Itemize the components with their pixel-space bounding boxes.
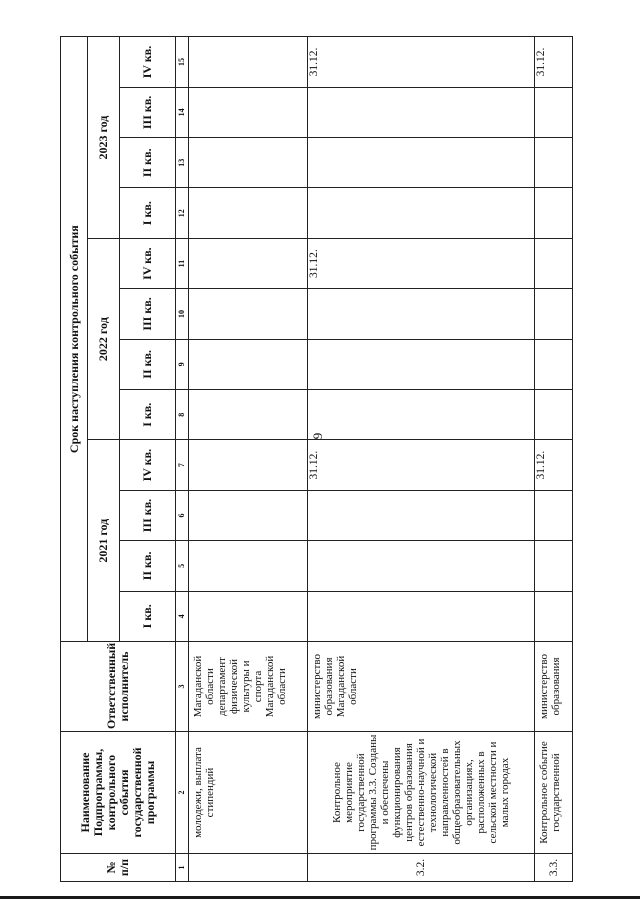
column-number: 13 xyxy=(176,138,189,188)
date-cell xyxy=(308,87,535,137)
row-number: 3.3. xyxy=(535,854,573,882)
header-2023-q1: I кв. xyxy=(120,188,176,238)
header-2022-q2: II кв. xyxy=(120,339,176,389)
column-number: 10 xyxy=(176,289,189,339)
control-events-table xyxy=(60,36,573,882)
header-year-2022: 2022 год xyxy=(88,238,120,440)
date-cell xyxy=(308,138,535,188)
column-number-row xyxy=(176,37,189,882)
date-cell xyxy=(535,339,573,389)
date-cell xyxy=(308,188,535,238)
header-period: Срок наступления контрольного события xyxy=(61,37,88,642)
date-cell: 31.12. xyxy=(308,238,535,288)
column-number: 7 xyxy=(176,440,189,490)
date-cell xyxy=(189,289,308,339)
date-cell xyxy=(189,490,308,540)
bottom-rule xyxy=(0,896,640,899)
header-responsible: Ответственный исполнитель xyxy=(61,642,176,732)
header-2021-q4: IV кв. xyxy=(120,440,176,490)
header-2022-q1: I кв. xyxy=(120,390,176,440)
date-cell xyxy=(189,591,308,641)
column-number: 12 xyxy=(176,188,189,238)
date-cell xyxy=(535,390,573,440)
date-cell xyxy=(535,238,573,288)
date-cell: 31.12. xyxy=(308,440,535,490)
date-cell xyxy=(189,188,308,238)
rotated-page-table xyxy=(60,37,562,882)
column-number: 14 xyxy=(176,87,189,137)
column-number: 11 xyxy=(176,238,189,288)
header-2021-q3: III кв. xyxy=(120,490,176,540)
column-number: 4 xyxy=(176,591,189,641)
date-cell xyxy=(535,490,573,540)
column-number: 1 xyxy=(176,854,189,882)
table-row xyxy=(189,37,308,882)
header-2022-q4: IV кв. xyxy=(120,238,176,288)
row-name: молодежи, выплата стипендий xyxy=(189,732,308,854)
column-number: 9 xyxy=(176,339,189,389)
date-cell xyxy=(535,138,573,188)
column-number: 5 xyxy=(176,541,189,591)
row-responsible: министерство образования Магаданской области xyxy=(308,642,535,732)
date-cell xyxy=(189,37,308,87)
header-2021-q2: II кв. xyxy=(120,541,176,591)
date-cell xyxy=(189,339,308,389)
date-cell xyxy=(189,238,308,288)
column-number: 6 xyxy=(176,490,189,540)
row-number: 3.2. xyxy=(308,854,535,882)
column-number: 8 xyxy=(176,390,189,440)
date-cell xyxy=(308,490,535,540)
header-2023-q2: II кв. xyxy=(120,138,176,188)
header-2023-q3: III кв. xyxy=(120,87,176,137)
row-name: Контрольное мероприятие государственной программы 3.3. Созданы и обеспечены функционирования центров образования естественно-научной и технологической направленностей в общеобразовательных организациях, расположенных в сельской местности и малых городах xyxy=(308,732,535,854)
header-2022-q3: III кв. xyxy=(120,289,176,339)
date-cell xyxy=(189,87,308,137)
column-number: 3 xyxy=(176,642,189,732)
header-no: № п/п xyxy=(61,854,176,882)
date-cell xyxy=(189,390,308,440)
date-cell xyxy=(308,289,535,339)
header-year-2021: 2021 год xyxy=(88,440,120,642)
row-name: Контрольное событие государственной xyxy=(535,732,573,854)
date-cell xyxy=(308,591,535,641)
date-cell xyxy=(308,390,535,440)
table-row xyxy=(308,37,535,882)
row-responsible: Магаданской области департамент физической культуры и спорта Магаданской области xyxy=(189,642,308,732)
date-cell xyxy=(535,87,573,137)
date-cell xyxy=(535,289,573,339)
header-2021-q1: I кв. xyxy=(120,591,176,641)
date-cell: 31.12. xyxy=(308,37,535,87)
page-number: 9 xyxy=(310,432,325,440)
date-cell: 31.12. xyxy=(535,37,573,87)
header-name: Наименование Подпрограммы, контрольного события государственной программы xyxy=(61,732,176,854)
date-cell xyxy=(308,339,535,389)
date-cell xyxy=(535,188,573,238)
date-cell xyxy=(308,541,535,591)
row-responsible: министерство образования xyxy=(535,642,573,732)
column-number: 15 xyxy=(176,37,189,87)
column-number: 2 xyxy=(176,732,189,854)
header-2023-q4: IV кв. xyxy=(120,37,176,87)
date-cell xyxy=(189,138,308,188)
date-cell: 31.12. xyxy=(535,440,573,490)
header-year-2023: 2023 год xyxy=(88,37,120,239)
date-cell xyxy=(189,541,308,591)
date-cell xyxy=(189,440,308,490)
table-row xyxy=(535,37,573,882)
date-cell xyxy=(535,541,573,591)
date-cell xyxy=(535,591,573,641)
row-number xyxy=(189,854,308,882)
